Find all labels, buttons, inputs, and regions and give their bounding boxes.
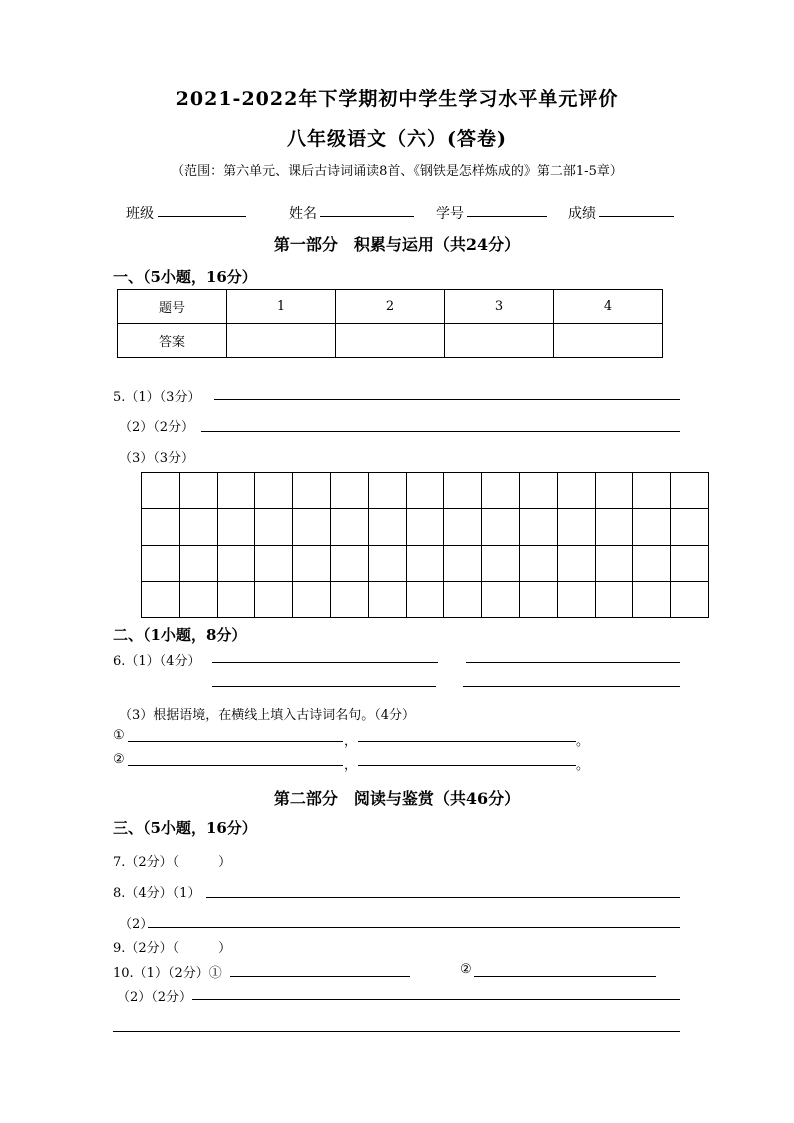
grid-cell[interactable] bbox=[671, 509, 709, 545]
blank1-comma: ， bbox=[344, 734, 358, 749]
grid-cell[interactable] bbox=[369, 509, 407, 545]
grid-cell[interactable] bbox=[444, 473, 482, 509]
q10-1-line-a[interactable] bbox=[230, 976, 410, 977]
q10-1-label: 10.（1）（2分）① bbox=[113, 966, 222, 981]
q9-label[interactable]: 9.（2分）（ ） bbox=[113, 941, 232, 956]
grid-cell[interactable] bbox=[596, 546, 634, 582]
grid-cell[interactable] bbox=[369, 473, 407, 509]
q7-label[interactable]: 7.（2分）（ ） bbox=[113, 855, 232, 870]
grid-cell[interactable] bbox=[633, 509, 671, 545]
blank1-period: 。 bbox=[576, 734, 590, 749]
table-answer-label: 答案 bbox=[118, 324, 227, 358]
grid-cell[interactable] bbox=[671, 473, 709, 509]
info-class-line[interactable] bbox=[158, 216, 246, 217]
grid-cell[interactable] bbox=[407, 473, 445, 509]
table-header-cell: 4 bbox=[554, 290, 663, 324]
q10-2-label: （2）（2分） bbox=[117, 990, 193, 1005]
blank1-marker: ① bbox=[113, 728, 125, 743]
q5-3-label: （3）（3分） bbox=[119, 451, 195, 466]
grid-cell[interactable] bbox=[633, 473, 671, 509]
grid-cell[interactable] bbox=[142, 582, 180, 618]
info-name-line[interactable] bbox=[320, 216, 414, 217]
grid-cell[interactable] bbox=[331, 509, 369, 545]
grid-cell[interactable] bbox=[293, 509, 331, 545]
grid-cell[interactable] bbox=[482, 473, 520, 509]
table-answer-cell[interactable] bbox=[336, 324, 445, 358]
info-score-label: 成绩 bbox=[568, 206, 596, 222]
q6-1-line-c[interactable] bbox=[212, 686, 436, 687]
blank1-line-a[interactable] bbox=[128, 741, 343, 742]
info-id-label: 学号 bbox=[436, 206, 464, 222]
grid-cell[interactable] bbox=[671, 546, 709, 582]
q8-2-label: （2） bbox=[119, 917, 154, 932]
table-header-cell: 3 bbox=[445, 290, 554, 324]
info-name-label: 姓名 bbox=[289, 206, 317, 222]
q10-2-line-extra[interactable] bbox=[113, 1031, 680, 1032]
grid-cell[interactable] bbox=[331, 582, 369, 618]
section2-label: 二、（1小题，8分） bbox=[113, 626, 247, 644]
grid-cell[interactable] bbox=[180, 582, 218, 618]
grid-cell[interactable] bbox=[255, 546, 293, 582]
grid-cell[interactable] bbox=[633, 582, 671, 618]
blank2-period: 。 bbox=[576, 758, 590, 773]
grid-cell[interactable] bbox=[558, 509, 596, 545]
q5-1-label: 5.（1）（3分） bbox=[113, 390, 201, 405]
blank2-comma: ， bbox=[344, 758, 358, 773]
grid-cell[interactable] bbox=[293, 546, 331, 582]
blank2-line-a[interactable] bbox=[128, 765, 343, 766]
q6-1-label: 6.（1）（4分） bbox=[113, 654, 201, 669]
grid-cell[interactable] bbox=[520, 582, 558, 618]
q10-1-marker-b: ② bbox=[460, 962, 472, 977]
exam-subtitle: 八年级语文（六）(答卷) bbox=[287, 128, 507, 150]
grid-cell[interactable] bbox=[180, 473, 218, 509]
part2-heading: 第二部分 阅读与鉴赏（共46分） bbox=[273, 789, 521, 808]
q8-1-line[interactable] bbox=[206, 897, 680, 898]
grid-cell[interactable] bbox=[255, 509, 293, 545]
writing-grid[interactable] bbox=[141, 472, 709, 618]
exam-title: 2021-2022年下学期初中学生学习水平单元评价 bbox=[175, 88, 619, 110]
table-header-cell: 题号 bbox=[118, 290, 227, 324]
grid-cell[interactable] bbox=[180, 509, 218, 545]
grid-cell[interactable] bbox=[293, 473, 331, 509]
table-header-cell: 2 bbox=[336, 290, 445, 324]
grid-cell[interactable] bbox=[558, 582, 596, 618]
q6-1-line-b[interactable] bbox=[466, 662, 680, 663]
grid-cell[interactable] bbox=[444, 582, 482, 618]
exam-scope: （范围：第六单元、课后古诗词诵读8首、《钢铁是怎样炼成的》第二部1-5章） bbox=[171, 164, 623, 179]
grid-cell[interactable] bbox=[444, 546, 482, 582]
grid-cell[interactable] bbox=[520, 509, 558, 545]
info-id-line[interactable] bbox=[467, 216, 547, 217]
table-answer-cell[interactable] bbox=[445, 324, 554, 358]
grid-cell[interactable] bbox=[633, 546, 671, 582]
grid-cell[interactable] bbox=[218, 582, 256, 618]
q10-1-line-b[interactable] bbox=[474, 976, 656, 977]
info-class-label: 班级 bbox=[126, 206, 154, 222]
grid-cell[interactable] bbox=[558, 546, 596, 582]
grid-cell[interactable] bbox=[142, 509, 180, 545]
table-answer-cell[interactable] bbox=[227, 324, 336, 358]
part1-heading: 第一部分 积累与运用（共24分） bbox=[273, 235, 521, 254]
grid-cell[interactable] bbox=[520, 546, 558, 582]
grid-cell[interactable] bbox=[407, 582, 445, 618]
info-score-line[interactable] bbox=[599, 216, 674, 217]
grid-cell[interactable] bbox=[671, 582, 709, 618]
grid-cell[interactable] bbox=[558, 473, 596, 509]
grid-cell[interactable] bbox=[331, 546, 369, 582]
grid-cell[interactable] bbox=[596, 473, 634, 509]
grid-cell[interactable] bbox=[520, 473, 558, 509]
q5-2-line[interactable] bbox=[201, 431, 680, 432]
q6-1-line-a[interactable] bbox=[212, 662, 438, 663]
grid-cell[interactable] bbox=[255, 582, 293, 618]
table-header-cell: 1 bbox=[227, 290, 336, 324]
grid-cell[interactable] bbox=[407, 509, 445, 545]
grid-cell[interactable] bbox=[218, 546, 256, 582]
grid-cell[interactable] bbox=[596, 509, 634, 545]
blank2-line-b[interactable] bbox=[358, 765, 576, 766]
grid-cell[interactable] bbox=[444, 509, 482, 545]
grid-cell[interactable] bbox=[255, 473, 293, 509]
grid-cell[interactable] bbox=[142, 473, 180, 509]
q5-1-line[interactable] bbox=[214, 399, 680, 400]
q8-2-line[interactable] bbox=[148, 927, 680, 928]
grid-cell[interactable] bbox=[369, 546, 407, 582]
grid-cell[interactable] bbox=[142, 546, 180, 582]
q10-2-line[interactable] bbox=[192, 999, 680, 1000]
table-answer-cell[interactable] bbox=[554, 324, 663, 358]
q8-1-label: 8.（4分）（1） bbox=[113, 886, 201, 901]
grid-cell[interactable] bbox=[293, 582, 331, 618]
grid-cell[interactable] bbox=[482, 546, 520, 582]
grid-cell[interactable] bbox=[331, 473, 369, 509]
answer-table bbox=[117, 289, 663, 358]
grid-cell[interactable] bbox=[407, 546, 445, 582]
grid-cell[interactable] bbox=[482, 509, 520, 545]
section3-label: 三、（5小题，16分） bbox=[113, 819, 257, 837]
grid-cell[interactable] bbox=[369, 582, 407, 618]
q6-1-line-d[interactable] bbox=[463, 686, 680, 687]
grid-cell[interactable] bbox=[482, 582, 520, 618]
grid-cell[interactable] bbox=[596, 582, 634, 618]
section1-label: 一、（5小题，16分） bbox=[113, 268, 257, 286]
blank1-line-b[interactable] bbox=[358, 741, 576, 742]
grid-cell[interactable] bbox=[218, 473, 256, 509]
q5-2-label: （2）（2分） bbox=[119, 420, 195, 435]
blank2-marker: ② bbox=[113, 752, 125, 767]
grid-cell[interactable] bbox=[218, 509, 256, 545]
q6-3-label: （3）根据语境，在横线上填入古诗词名句。（4分） bbox=[119, 708, 416, 723]
grid-cell[interactable] bbox=[180, 546, 218, 582]
